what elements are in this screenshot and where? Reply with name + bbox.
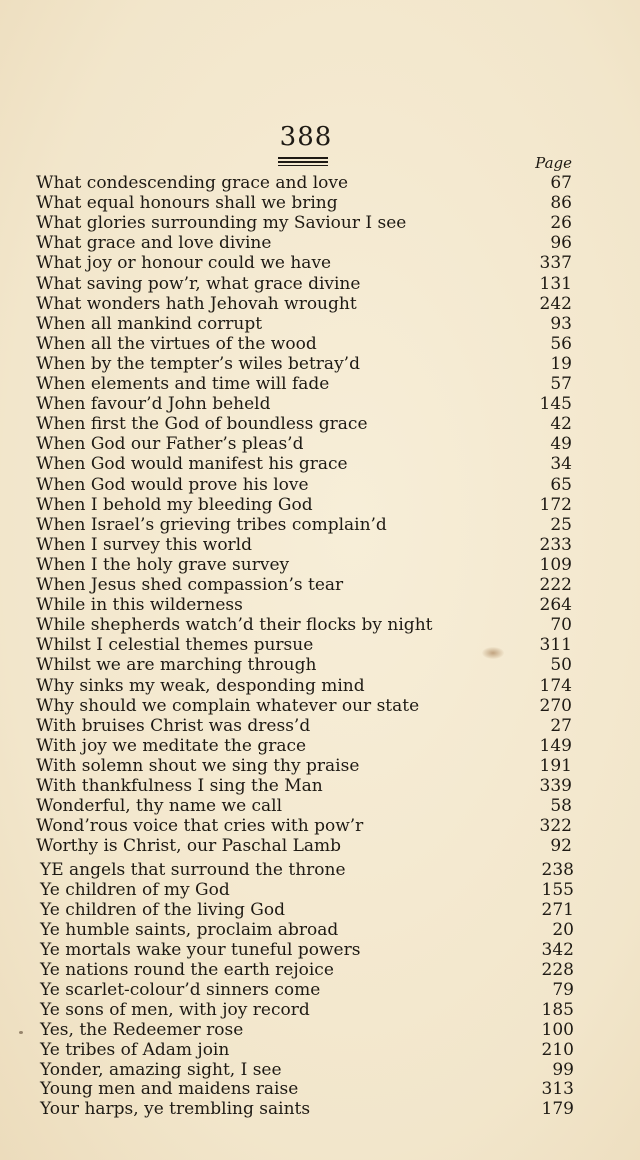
index-entry <box>0 615 640 635</box>
hymn-page-number: 131 <box>539 273 572 294</box>
hymn-first-line: Wonderful, thy name we call <box>36 796 283 817</box>
hymn-page-number: 92 <box>550 836 572 857</box>
hymn-page-number: 271 <box>541 899 574 920</box>
index-entry <box>0 394 640 414</box>
hymn-first-line: Ye mortals wake your tuneful powers <box>40 939 361 960</box>
hymn-first-line: Your harps, ye trembling saints <box>40 1099 311 1120</box>
index-entry <box>0 193 640 213</box>
hymn-page-number: 264 <box>539 595 572 616</box>
index-entry <box>0 314 640 334</box>
hymn-page-number: 179 <box>541 1099 574 1120</box>
hymn-page-number: 337 <box>539 253 572 274</box>
index-entry <box>0 1060 640 1080</box>
hymn-page-number: 42 <box>550 414 572 435</box>
index-entry <box>0 900 640 920</box>
index-entry <box>0 796 640 816</box>
hymn-page-number: 311 <box>539 635 572 656</box>
hymn-first-line: With thankfulness I sing the Man <box>36 776 323 796</box>
index-entry <box>0 294 640 314</box>
hymn-page-number: 96 <box>550 233 572 254</box>
hymn-page-number: 109 <box>539 554 572 575</box>
hymn-first-line: When Jesus shed compassion’s tear <box>36 575 344 595</box>
index-entry <box>0 860 640 880</box>
hymn-page-number: 339 <box>539 776 572 796</box>
hymn-first-line: With joy we meditate the grace <box>36 735 307 756</box>
index-entry <box>0 836 640 856</box>
index-entry <box>0 475 640 495</box>
hymn-first-line: Ye tribes of Adam join <box>40 1039 230 1060</box>
hymn-first-line: What grace and love divine <box>36 233 272 254</box>
hymn-first-line: Whilst we are marching through <box>36 655 317 676</box>
hymn-first-line: With bruises Christ was dress’d <box>36 715 311 736</box>
hymn-page-number: 67 <box>550 173 572 193</box>
hymn-page-number: 145 <box>539 394 572 415</box>
index-entry <box>0 716 640 736</box>
hymn-first-line: What joy or honour could we have <box>36 253 332 274</box>
hymn-page-number: 86 <box>550 193 572 214</box>
hymn-first-line: While shepherds watch’d their flocks by night <box>36 615 433 636</box>
hymn-page-number: 322 <box>539 816 572 837</box>
hymn-first-line: What glories surrounding my Saviour I see <box>36 213 407 234</box>
hymn-page-number: 57 <box>550 374 572 394</box>
index-entry <box>0 980 640 1000</box>
index-entry <box>0 213 640 233</box>
index-entry <box>0 1000 640 1020</box>
index-entry <box>0 454 640 474</box>
index-entry <box>0 880 640 900</box>
hymn-page-number: 56 <box>550 333 572 354</box>
page-column-header: Page <box>535 154 572 172</box>
hymn-first-line: Ye humble saints, proclaim abroad <box>40 919 339 940</box>
hymn-page-number: 174 <box>539 675 572 696</box>
hymn-first-line: YE angels that surround the throne <box>40 860 346 880</box>
hymn-first-line: When I behold my bleeding God <box>36 494 313 515</box>
hymn-first-line: When God would prove his love <box>36 474 309 495</box>
index-entry <box>0 414 640 434</box>
hymn-page-number: 313 <box>541 1079 574 1100</box>
hymn-first-line: When elements and time will fade <box>36 374 330 394</box>
hymn-page-number: 25 <box>550 514 572 535</box>
hymn-page-number: 19 <box>550 353 572 374</box>
paper-stain <box>482 647 504 659</box>
hymn-first-line: What equal honours shall we bring <box>36 193 338 214</box>
hymn-page-number: 65 <box>550 474 572 495</box>
hymn-first-line: What wonders hath Jehovah wrought <box>36 293 357 314</box>
hymn-first-line: Yes, the Redeemer rose <box>40 1019 244 1040</box>
hymn-first-line: When Israel’s grieving tribes complain’d <box>36 514 387 535</box>
index-entry <box>0 555 640 575</box>
hymn-first-line: Worthy is Christ, our Paschal Lamb <box>36 836 342 857</box>
index-entry <box>0 776 640 796</box>
index-entry <box>0 1079 640 1099</box>
hymn-page-number: 26 <box>550 213 572 234</box>
hymn-page-number: 222 <box>539 575 572 595</box>
hymn-first-line: What condescending grace and love <box>36 173 349 193</box>
hymn-first-line: When favour’d John beheld <box>36 394 271 415</box>
hymn-page-number: 228 <box>541 959 574 980</box>
hymn-page-number: 70 <box>550 615 572 636</box>
index-entry <box>0 233 640 253</box>
hymn-page-number: 50 <box>550 655 572 676</box>
page-number: 388 <box>279 122 333 152</box>
index-entry <box>0 495 640 515</box>
hymn-first-line: When all mankind corrupt <box>36 313 263 334</box>
hymn-first-line: Ye children of the living God <box>40 899 285 920</box>
index-entry <box>0 253 640 273</box>
hymn-first-line: Wond’rous voice that cries with pow’r <box>36 816 364 837</box>
index-entry <box>0 535 640 555</box>
hymn-page-number: 233 <box>539 534 572 555</box>
hymn-first-line: Why should we complain whatever our state <box>36 695 420 716</box>
hymn-page-number: 100 <box>541 1019 574 1040</box>
index-entry <box>0 816 640 836</box>
hymn-page-number: 238 <box>541 860 574 880</box>
hymn-page-number: 34 <box>550 454 572 475</box>
hymn-page-number: 155 <box>541 879 574 900</box>
hymn-page-number: 58 <box>550 796 572 817</box>
index-entry <box>0 515 640 535</box>
hymn-first-line: Young men and maidens raise <box>40 1079 299 1100</box>
index-entry <box>0 940 640 960</box>
hymn-first-line: Ye nations round the earth rejoice <box>40 959 334 980</box>
index-entry <box>0 354 640 374</box>
hymn-page-number: 242 <box>539 293 572 314</box>
index-entry <box>0 374 640 394</box>
index-entry <box>0 173 640 193</box>
index-entry <box>0 635 640 655</box>
hymn-first-line: Ye children of my God <box>40 879 230 900</box>
index-entry <box>0 1040 640 1060</box>
hymn-page-number: 270 <box>539 695 572 716</box>
index-entry <box>0 960 640 980</box>
index-entry <box>0 575 640 595</box>
hymn-first-line: When God would manifest his grace <box>36 454 348 475</box>
hymn-page-number: 93 <box>550 313 572 334</box>
index-entry <box>0 920 640 940</box>
hymn-page-number: 49 <box>550 434 572 455</box>
index-entry <box>0 1020 640 1040</box>
index-entry <box>0 676 640 696</box>
hymn-page-number: 79 <box>552 979 574 1000</box>
hymn-first-line: When all the virtues of the wood <box>36 333 317 354</box>
hymn-page-number: 27 <box>550 715 572 736</box>
hymn-first-line: With solemn shout we sing thy praise <box>36 755 360 776</box>
hymn-first-line: When God our Father’s pleas’d <box>36 434 304 455</box>
index-entry <box>0 334 640 354</box>
hymn-first-line: Ye scarlet-colour’d sinners come <box>40 979 321 1000</box>
index-entry <box>0 434 640 454</box>
hymn-first-line: Yonder, amazing sight, I see <box>40 1059 282 1080</box>
index-entry <box>0 1099 640 1119</box>
index-entry <box>0 655 640 675</box>
hymn-first-line: Whilst I celestial themes pursue <box>36 635 314 656</box>
index-entry <box>0 736 640 756</box>
hymn-first-line: While in this wilderness <box>36 595 243 616</box>
hymn-first-line: Why sinks my weak, desponding mind <box>36 675 365 696</box>
index-entry <box>0 274 640 294</box>
hymn-first-line: Ye sons of men, with joy record <box>40 999 310 1020</box>
hymn-page-number: 99 <box>552 1059 574 1080</box>
index-entry <box>0 696 640 716</box>
hymn-first-line: When first the God of boundless grace <box>36 414 368 435</box>
index-entry <box>0 595 640 615</box>
hymn-first-line: When I survey this world <box>36 534 253 555</box>
hymn-first-line: When I the holy grave survey <box>36 554 290 575</box>
hymn-first-line: What saving pow’r, what grace divine <box>36 273 361 294</box>
hymn-first-line: When by the tempter’s wiles betray’d <box>36 353 360 374</box>
hymn-page-number: 172 <box>539 494 572 515</box>
hymn-page-number: 342 <box>541 939 574 960</box>
ink-speck <box>19 1031 23 1034</box>
index-entry <box>0 756 640 776</box>
hymn-page-number: 149 <box>539 735 572 756</box>
hymn-page-number: 210 <box>541 1039 574 1060</box>
hymn-page-number: 185 <box>541 999 574 1020</box>
hymn-page-number: 191 <box>539 755 572 776</box>
hymn-page-number: 20 <box>552 919 574 940</box>
